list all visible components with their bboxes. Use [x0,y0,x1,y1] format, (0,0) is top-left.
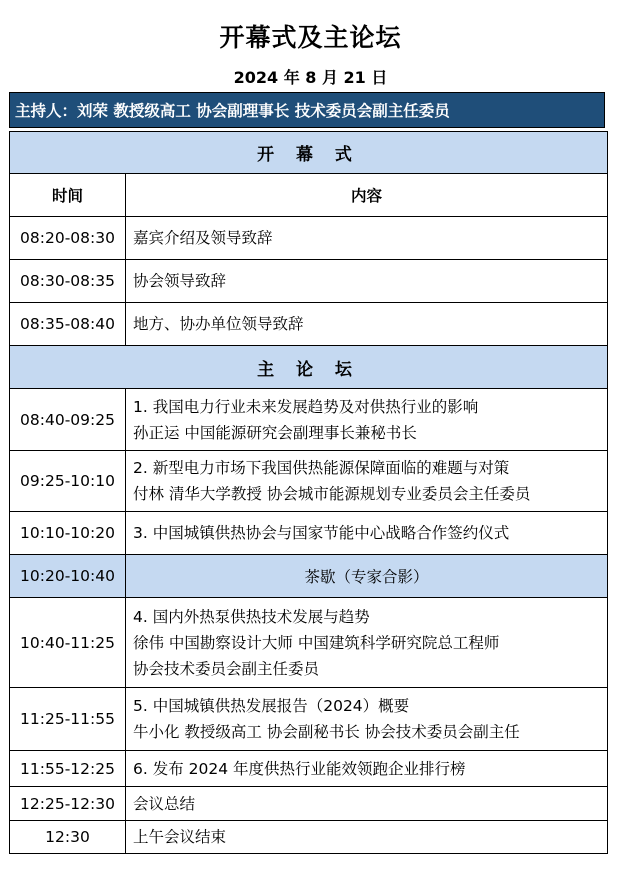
host-banner: 主持人：刘荣 教授级高工 协会副理事长 技术委员会副主任委员 [9,92,605,128]
talk-title: 4. 国内外热泵供热技术发展与趋势 [133,607,370,626]
event-date: 2024 年 8 月 21 日 [233,68,388,87]
talk-title: 3. 中国城镇供热协会与国家节能中心战略合作签约仪式 [133,524,510,542]
table-row [10,787,608,821]
break-cell: 茶歇（专家合影） [126,555,608,598]
speaker-info: 孙正运 中国能源研究会副理事长兼秘书长 [133,423,417,442]
content-cell [126,688,608,751]
table-row [10,451,608,512]
content-cell [126,451,608,512]
talk-title: 1. 我国电力行业未来发展趋势及对供热行业的影响 [133,397,479,416]
table-row [10,751,608,787]
speaker-info: 协会技术委员会副主任委员 [133,659,320,678]
speaker-info: 牛小化 教授级高工 协会副秘书长 协会技术委员会副主任 [133,723,520,741]
time-cell: 10:10-10:20 [10,512,126,555]
table-row [10,303,608,346]
content-cell [126,751,608,787]
talk-title: 上午会议结束 [133,828,227,846]
section-header-forum [10,346,608,389]
content-cell: 协会领导致辞 [126,260,608,303]
time-cell: 10:40-11:25 [10,598,126,688]
content-cell: 地方、协办单位领导致辞 [126,303,608,346]
time-cell: 11:55-12:25 [10,751,126,787]
table-row [10,598,608,688]
content-cell [126,512,608,555]
agenda-table [9,131,608,854]
section-header-opening [10,132,608,174]
time-cell: 08:40-09:25 [10,389,126,451]
content-cell [126,598,608,688]
column-header-time: 时间 [10,174,126,217]
column-header-content: 内容 [126,174,608,217]
page-title: 开幕式及主论坛 [219,23,402,52]
talk-title: 会议总结 [133,794,196,813]
content-cell [126,821,608,854]
section-title: 主 论 坛 [10,346,608,389]
time-cell: 08:30-08:35 [10,260,126,303]
time-cell: 08:20-08:30 [10,217,126,260]
table-row [10,821,608,854]
table-row [10,512,608,555]
section-title: 开 幕 式 [10,132,608,174]
time-cell: 12:30 [10,821,126,854]
table-row [10,389,608,451]
speaker-info: 徐伟 中国勘察设计大师 中国建筑科学研究院总工程师 [133,633,500,652]
content-cell [126,389,608,451]
content-cell: 嘉宾介绍及领导致辞 [126,217,608,260]
time-cell: 10:20-10:40 [10,555,126,598]
table-row [10,688,608,751]
content-cell [126,787,608,821]
time-cell: 09:25-10:10 [10,451,126,512]
speaker-info: 付林 清华大学教授 协会城市能源规划专业委员会主任委员 [133,485,531,503]
talk-title: 6. 发布 2024 年度供热行业能效领跑企业排行榜 [133,759,466,778]
time-cell: 12:25-12:30 [10,787,126,821]
column-header-row [10,174,608,217]
time-cell: 11:25-11:55 [10,688,126,751]
table-row [10,217,608,260]
table-row-break [10,555,608,598]
talk-title: 2. 新型电力市场下我国供热能源保障面临的难题与对策 [133,459,510,477]
talk-title: 5. 中国城镇供热发展报告（2024）概要 [133,697,410,715]
table-row [10,260,608,303]
time-cell: 08:35-08:40 [10,303,126,346]
